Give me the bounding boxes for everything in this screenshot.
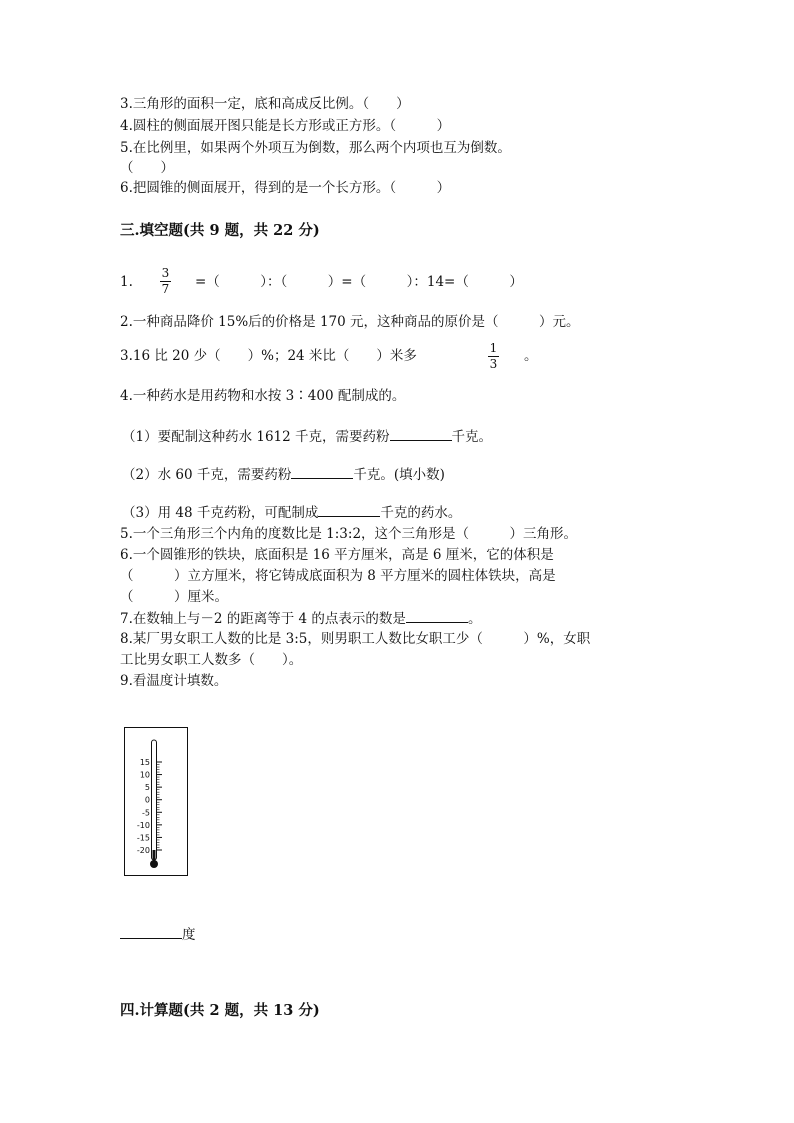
fraction-denominator: 7 <box>161 282 170 296</box>
tf-question-6: 6.把圆锥的侧面展开，得到的是一个长方形。（ ） <box>120 180 451 196</box>
fill-question-9: 9.看温度计填数。 <box>120 673 228 689</box>
fill-question-5: 5.一个三角形三个内角的度数比是 1:3:2，这个三角形是（ ）三角形。 <box>120 526 578 542</box>
fraction-1-3 <box>488 342 499 371</box>
fraction-3-7 <box>160 267 171 296</box>
thermometer-bulb <box>150 860 158 868</box>
scale-label: -10 <box>136 820 150 830</box>
fill-question-7: 7.在数轴上与－2 的距离等于 4 的点表示的数是 。 <box>120 608 481 629</box>
scale-label: 10 <box>139 770 150 780</box>
fill-question-2: 2.一种商品降价 15%后的价格是 170 元，这种商品的原价是（ ）元。 <box>120 314 580 330</box>
fill-q1-ratios: =（ ）：（ ）=（ ）：14=（ ） <box>195 274 523 290</box>
thermometer-tube <box>152 740 157 860</box>
scale-label: -20 <box>136 846 150 855</box>
section-4-title: 四.计算题(共 2 题，共 13 分) <box>120 1002 320 1019</box>
scale-label: 5 <box>144 783 150 793</box>
tf-question-5: 5.在比例里，如果两个外项互为倒数，那么两个内项也互为倒数。 <box>120 140 511 156</box>
tf-question-5-bracket: （ ） <box>120 160 174 176</box>
fill-q3-end: 。 <box>524 348 538 364</box>
fill-question-6-line2: （ ）立方厘米，将它铸成底面积为 8 平方厘米的圆柱体铁块，高是 <box>120 568 556 584</box>
fraction-denominator: 3 <box>489 357 498 371</box>
tf-question-3: 3.三角形的面积一定，底和高成反比例。（ ） <box>120 96 410 112</box>
fill-question-4: 4.一种药水是用药物和水按 3∶400 配制成的。 <box>120 388 406 404</box>
scale-label: 15 <box>139 758 150 767</box>
scale-label: -15 <box>136 833 150 843</box>
scale-label: 0 <box>144 795 150 805</box>
fill-question-6-line3: （ ）厘米。 <box>120 589 228 605</box>
thermometer-svg <box>125 728 186 874</box>
answer-blank[interactable] <box>406 608 468 623</box>
tf-question-4: 4.圆柱的侧面展开图只能是长方形或正方形。（ ） <box>120 118 451 134</box>
fill-question-4-1: （1）要配制这种药水 1612 千克，需要药粉 千克。 <box>122 426 492 447</box>
section-3-title: 三.填空题(共 9 题，共 22 分) <box>120 222 320 239</box>
answer-blank[interactable] <box>120 924 182 939</box>
fill-question-8-line1: 8.某厂男女职工人数的比是 3:5，则男职工人数比女职工少（ ）%，女职 <box>120 631 591 647</box>
fraction-numerator: 3 <box>161 266 170 280</box>
fill-question-3: 3.16 比 20 少（ ）%；24 米比（ ）米多 <box>120 348 417 364</box>
fill-question-8-line2: 工比男女职工人数多（ ）。 <box>120 652 303 668</box>
fill-question-6-line1: 6.一个圆锥形的铁块，底面积是 16 平方厘米，高是 6 厘米，它的体积是 <box>120 547 554 563</box>
thermometer-figure <box>124 727 188 876</box>
fill-q1-number: 1. <box>120 274 133 290</box>
fill-question-4-3: （3）用 48 千克药粉，可配制成 千克的药水。 <box>122 502 461 523</box>
answer-blank[interactable] <box>291 464 353 479</box>
scale-label: -5 <box>142 808 150 818</box>
answer-blank[interactable] <box>390 426 452 441</box>
answer-blank[interactable] <box>318 502 380 517</box>
fraction-numerator: 1 <box>489 341 498 355</box>
fill-question-4-2: （2）水 60 千克，需要药粉 千克。(填小数) <box>122 464 445 485</box>
thermometer-answer: 度 <box>120 924 196 945</box>
